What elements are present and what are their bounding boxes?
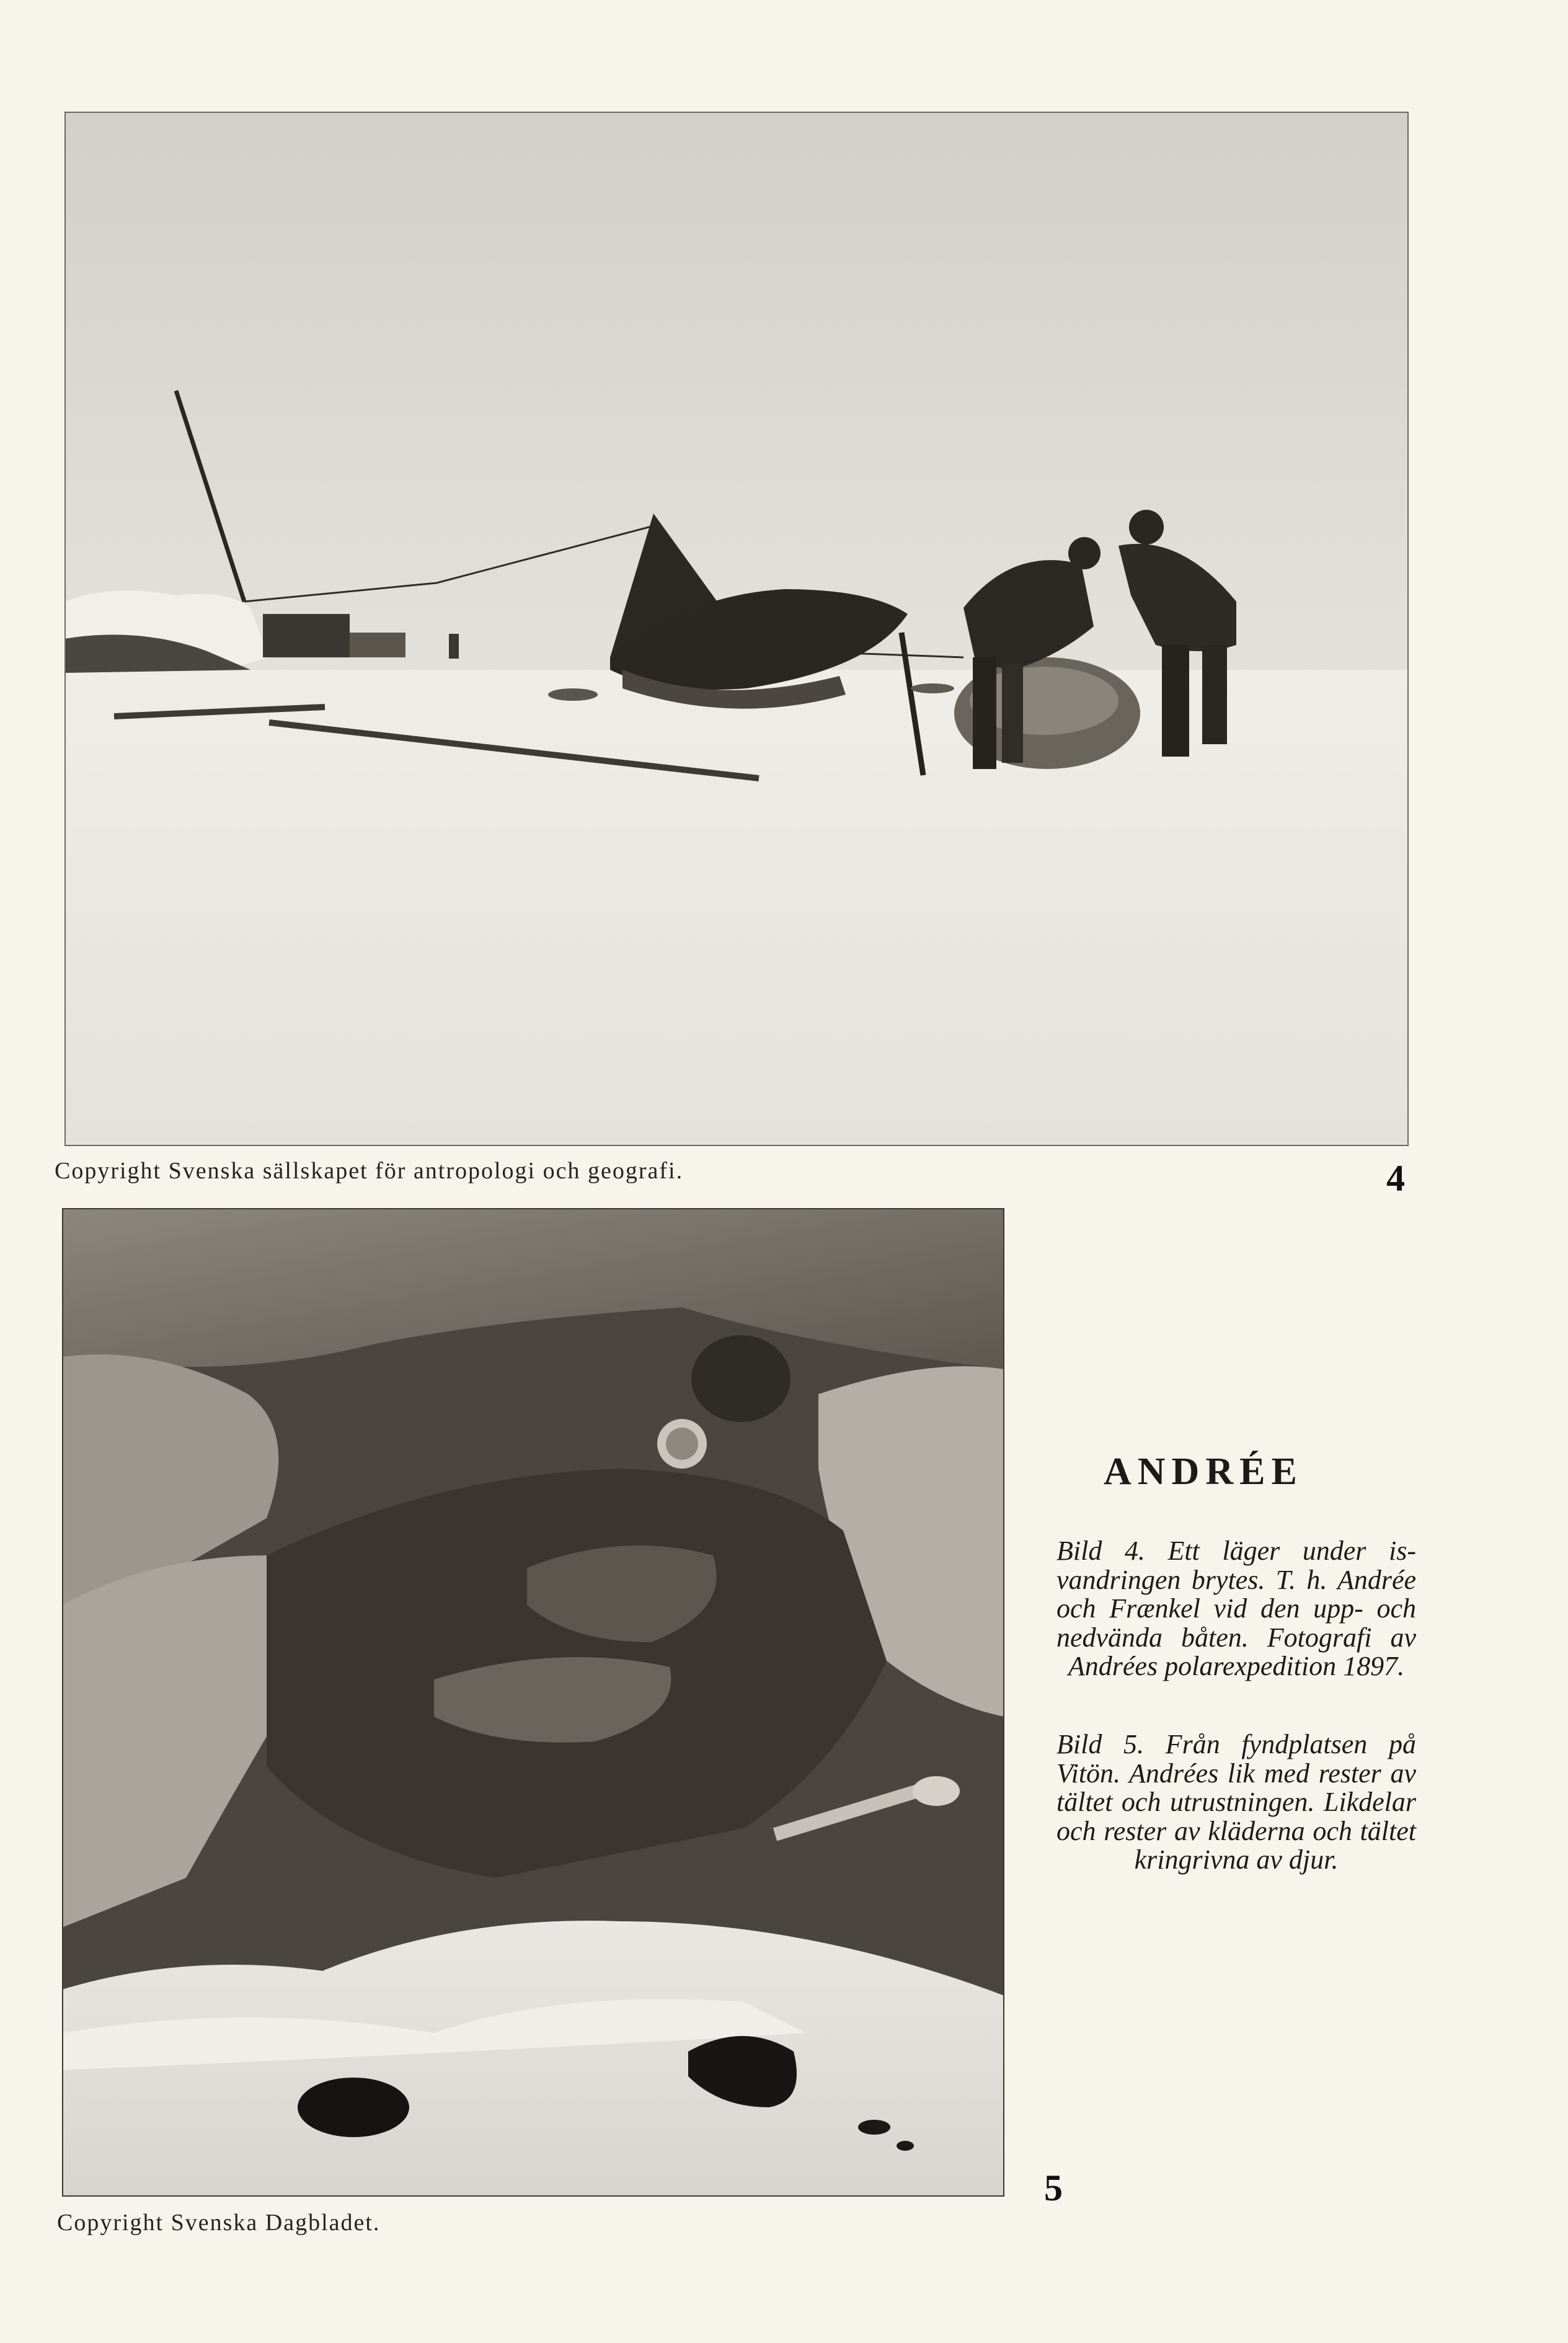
photo4-number: 4 <box>1386 1158 1405 1199</box>
find-site-photo <box>62 1208 1004 2197</box>
photo4-credit: Copyright Svenska sällskapet för antropologi och geografi. <box>55 1158 684 1184</box>
photo5-credit: Copyright Svenska Dagbladet. <box>57 2210 381 2236</box>
caption-bild-4: Bild 4. Ett läger under isvandringen brytes. T. h. Andrée och Frænkel vid den upp- och nedvända båten. Fotografi av Andrées polarexpedition 1897. <box>1056 1536 1416 1681</box>
caption-bild-5: Bild 5. Från fyndplatsen på Vitön. Andrées lik med rester av tältet och utrustningen. Likdelar och rester av kläderna och tältet kringrivna av djur. <box>1056 1729 1416 1875</box>
photo5-number: 5 <box>1044 2167 1063 2208</box>
article-title: ANDRÉE <box>1104 1451 1303 1493</box>
expedition-camp-photo <box>64 112 1409 1146</box>
